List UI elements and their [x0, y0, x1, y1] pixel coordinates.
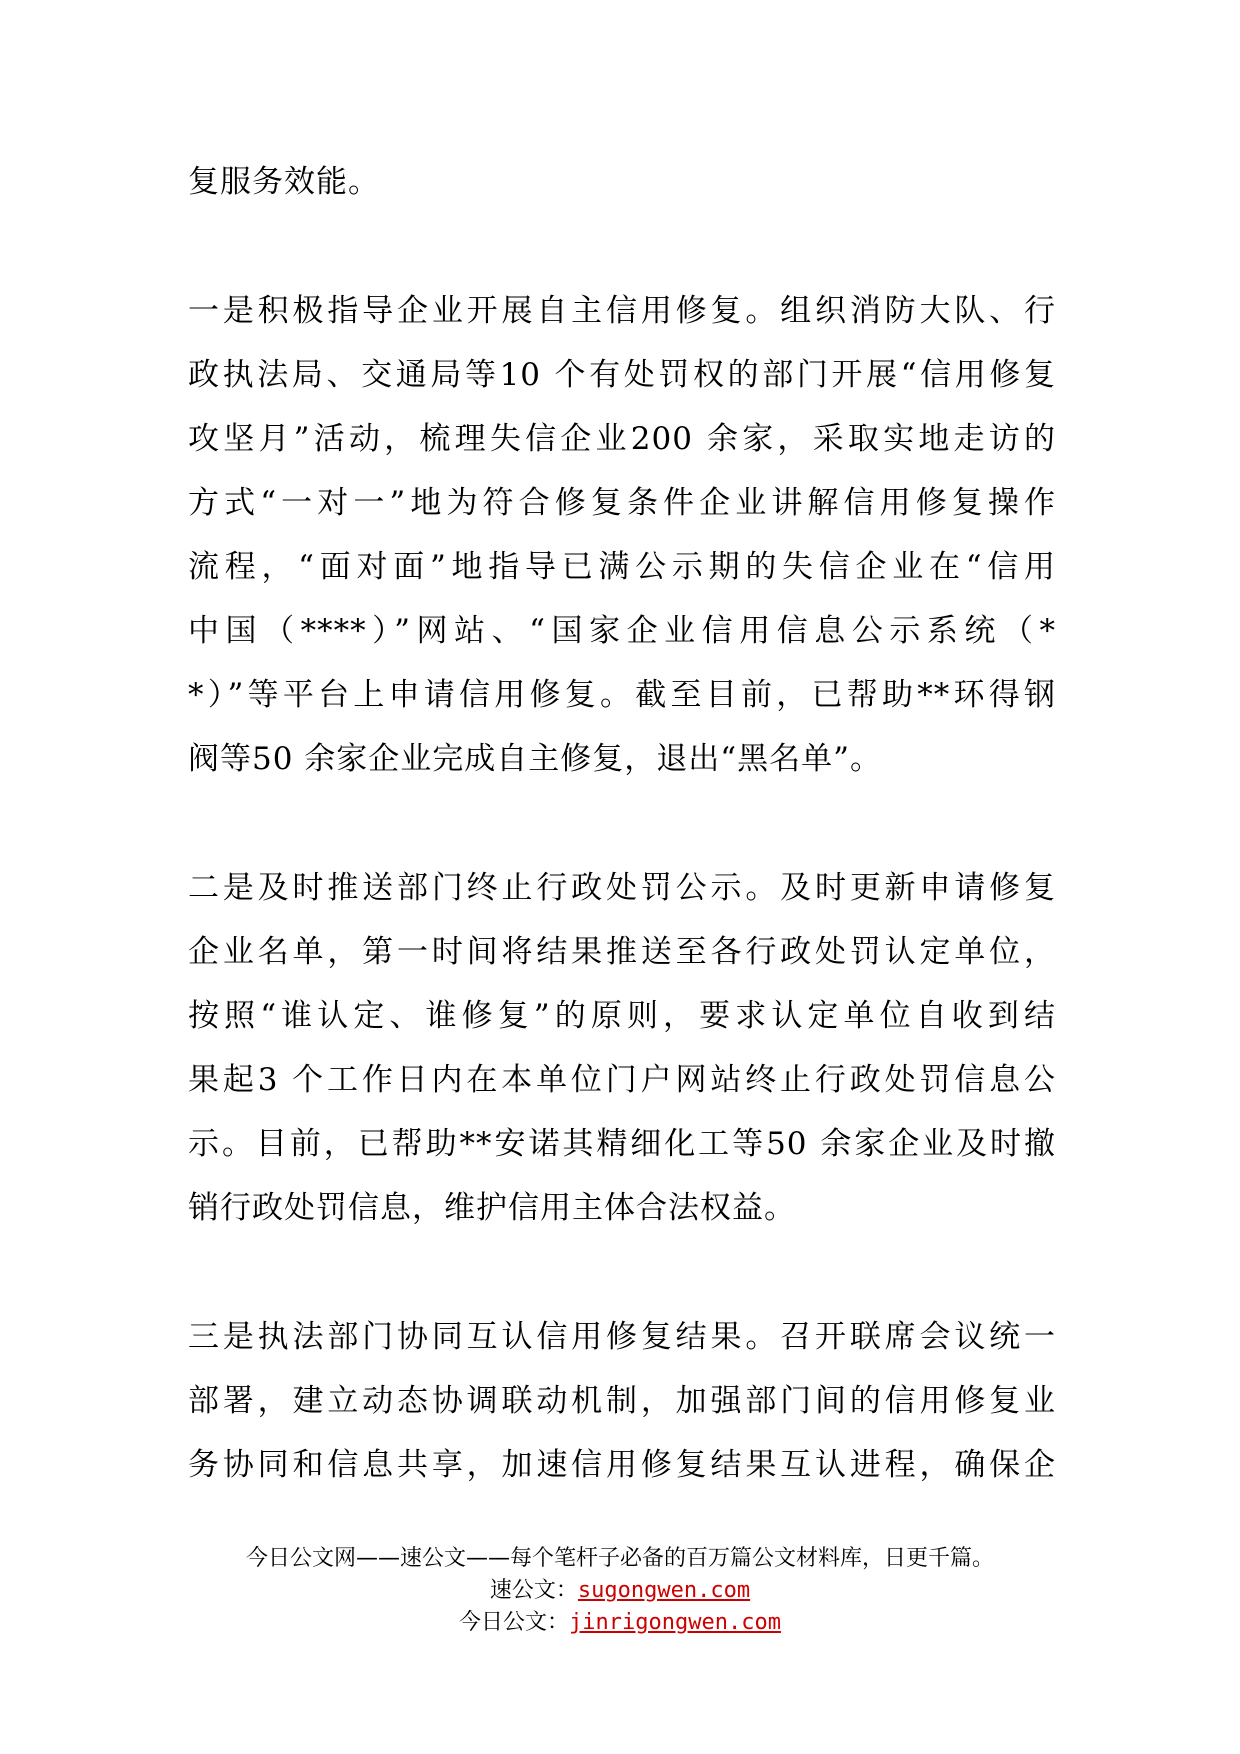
paragraph — [188, 150, 1056, 214]
text-line: 企业名单，第一时间将结果推送至各行政处罚认定单位， — [188, 934, 1056, 970]
text-line: 部署，建立动态协调联动机制，加强部门间的信用修复业 — [188, 1383, 1056, 1419]
text-line: 销行政处罚信息，维护信用主体合法权益。 — [188, 1190, 796, 1226]
paragraph — [188, 856, 1056, 1240]
text-line: 复服务效能。 — [188, 164, 380, 200]
paragraph-gap — [188, 1240, 1056, 1305]
jinri-link[interactable]: jinrigongwen.com — [569, 1610, 781, 1635]
footer-sugongwen — [0, 1575, 1240, 1607]
sugongwen-label: 速公文： — [489, 1578, 578, 1603]
text-line: 三是执法部门协同互认信用修复结果。召开联席会议统一 — [188, 1319, 1056, 1355]
sugongwen-link[interactable]: sugongwen.com — [577, 1578, 751, 1603]
text-line: 按照“谁认定、谁修复”的原则，要求认定单位自收到结 — [188, 998, 1056, 1034]
page-footer — [0, 1543, 1240, 1639]
text-line: 方式“一对一”地为符合修复条件企业讲解信用修复操作 — [188, 485, 1056, 521]
paragraph-gap — [188, 214, 1056, 279]
text-line: 示。目前，已帮助**安诺其精细化工等50 余家企业及时撤 — [188, 1126, 1056, 1162]
text-line: 果起3 个工作日内在本单位门户网站终止行政处罚信息公 — [188, 1062, 1056, 1098]
text-line: 流程，“面对面”地指导已满公示期的失信企业在“信用 — [188, 549, 1056, 585]
text-line: 政执法局、交通局等10 个有处罚权的部门开展“信用修复 — [188, 357, 1056, 393]
paragraph — [188, 279, 1056, 791]
paragraph — [188, 1305, 1056, 1497]
text-line: 务协同和信息共享，加速信用修复结果互认进程，确保企 — [188, 1447, 1056, 1483]
text-line: 一是积极指导企业开展自主信用修复。组织消防大队、行 — [188, 293, 1056, 329]
text-line: 攻坚月”活动，梳理失信企业200 余家，采取实地走访的 — [188, 421, 1056, 457]
document-body — [188, 150, 1056, 1497]
text-line: *）”等平台上申请信用修复。截至目前，已帮助**环得钢 — [188, 677, 1056, 713]
footer-tagline: 今日公文网——速公文——每个笔杆子必备的百万篇公文材料库，日更千篇。 — [245, 1546, 994, 1571]
text-line: 二是及时推送部门终止行政处罚公示。及时更新申请修复 — [188, 870, 1056, 906]
paragraph-gap — [188, 791, 1056, 856]
footer-jinri — [0, 1607, 1240, 1639]
text-line: 中国（****）”网站、“国家企业信用信息公示系统（* — [188, 613, 1056, 649]
text-line: 阀等50 余家企业完成自主修复，退出“黑名单”。 — [188, 741, 882, 777]
jinri-label: 今日公文： — [459, 1610, 570, 1635]
